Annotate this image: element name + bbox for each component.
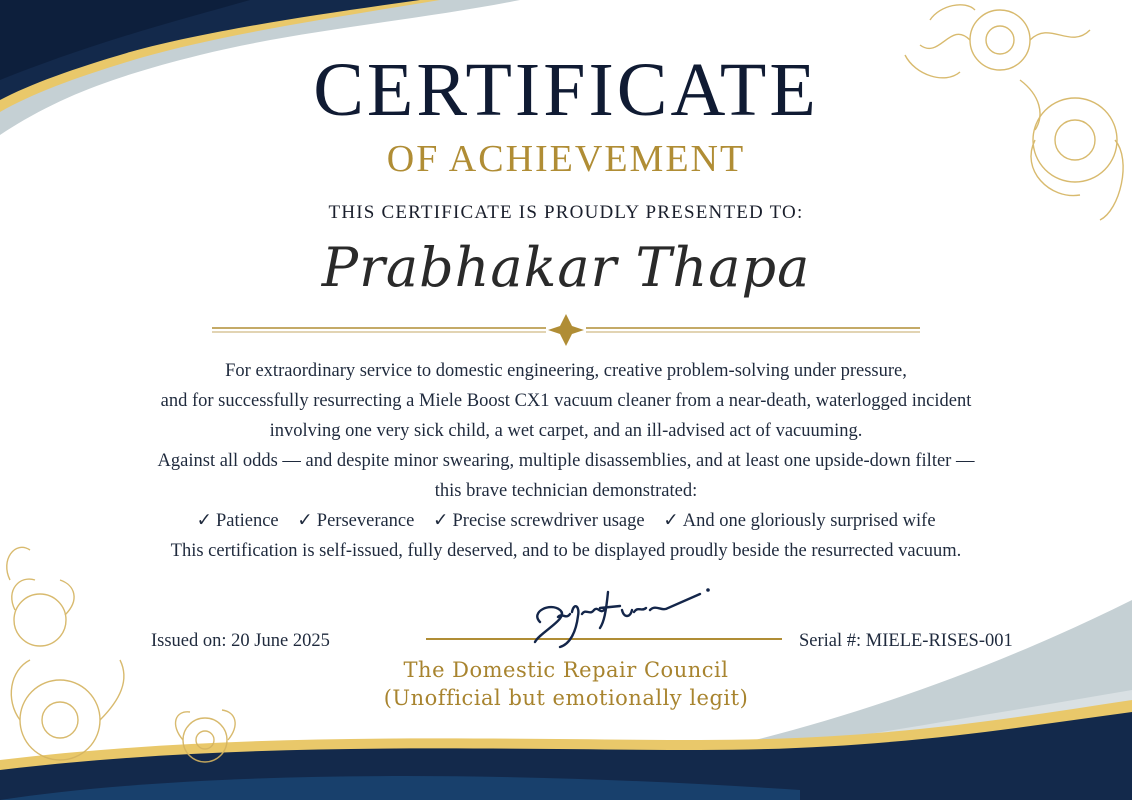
qualities-list [0,506,1132,536]
issued-date: Issued on: 20 June 2025 [151,631,330,651]
presented-to-label: THIS CERTIFICATE IS PROUDLY PRESENTED TO: [328,202,804,223]
floral-ornament-icon [7,547,235,762]
body-line: For extraordinary service to domestic engineering, creative problem-solving under pressure, [225,361,907,381]
certificate-title: CERTIFICATE [313,48,819,132]
divider-ornament-icon [212,314,920,346]
certificate-subtitle: OF ACHIEVEMENT [386,138,746,180]
quality-label: And one gloriously surprised wife [682,511,936,531]
council-tagline: (Unofficial but emotionally legit) [383,686,749,710]
certificate-body [0,356,1132,566]
closing-line: This certification is self-issued, fully deserved, and to be displayed proudly beside the resurrected vacuum. [170,541,962,561]
signature-image [500,572,720,652]
quality-item [196,506,278,536]
body-line: Against all odds — and despite minor swearing, multiple disassemblies, and at least one upside-down filter — [157,451,975,471]
check-icon: ✓ [297,510,313,531]
quality-label: Perseverance [316,511,415,531]
body-line: and for successfully resurrecting a Miele Boost CX1 vacuum cleaner from a near-death, waterlogged incident [160,391,972,411]
recipient-name: Prabhakar Thapa [321,236,811,299]
council-name: The Domestic Repair Council [403,658,729,682]
body-line: involving one very sick child, a wet carpet, and an ill-advised act of vacuuming. [269,421,863,441]
quality-label: Patience [215,511,279,531]
check-icon: ✓ [432,510,449,531]
serial-number: Serial #: MIELE-RISES-001 [799,631,1013,651]
quality-item [433,506,645,536]
quality-label: Precise screwdriver usage [452,511,645,531]
check-icon: ✓ [663,510,679,531]
body-line: this brave technician demonstrated: [434,481,698,501]
quality-item [297,506,414,536]
check-icon: ✓ [196,510,212,531]
issuing-council [0,656,1132,712]
quality-item [663,506,935,536]
